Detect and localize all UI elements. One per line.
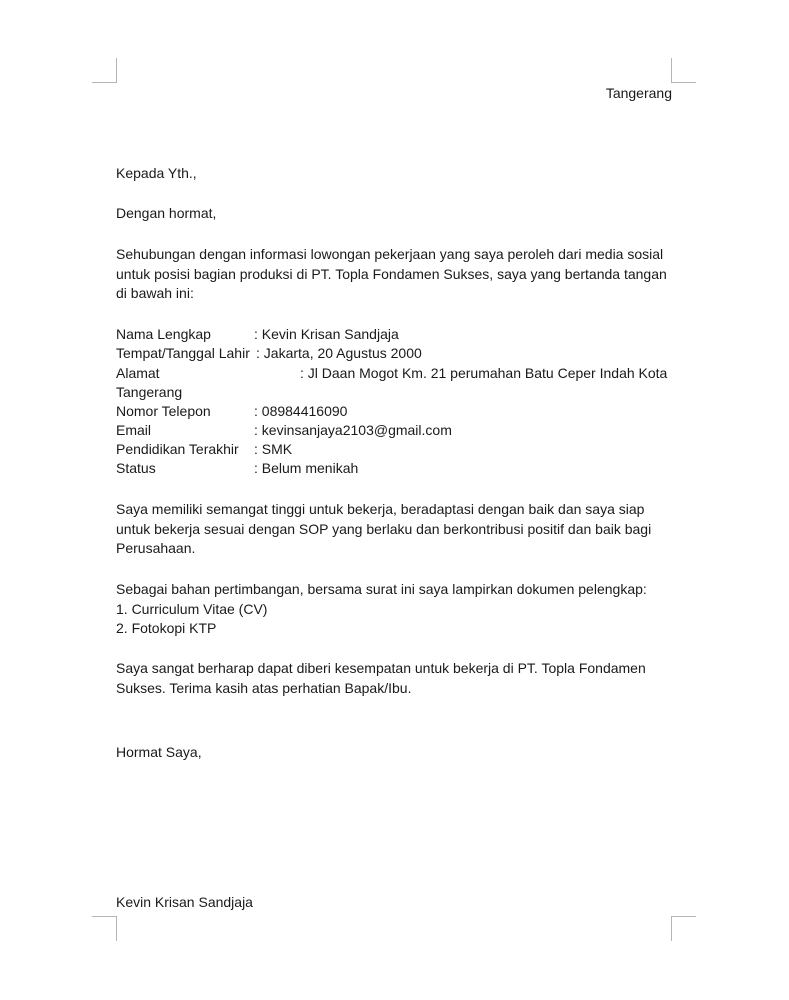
motivation-line: Saya memiliki semangat tinggi untuk bekerja, beradaptasi dengan baik dan saya siap (116, 501, 645, 517)
closing-paragraph (116, 659, 676, 698)
corner-mark-bottom-right (671, 916, 696, 941)
detail-value-birth: : Jakarta, 20 Agustus 2000 (256, 345, 422, 361)
letter-city: Tangerang (605, 85, 672, 101)
detail-label-education: Pendidikan Terakhir (116, 441, 239, 457)
motivation-line: untuk bekerja sesuai dengan SOP yang berlaku dan berkontribusi positif dan baik bagi (116, 520, 652, 537)
intro-line: Sehubungan dengan informasi lowongan pekerjaan yang saya peroleh dari media sosial (116, 246, 664, 262)
detail-value-phone: : 08984416090 (254, 403, 348, 419)
intro-line: untuk posisi bagian produksi di PT. Topla Fondamen Sukses, saya yang bertanda tangan (116, 265, 667, 282)
detail-label-birth: Tempat/Tanggal Lahir (116, 345, 250, 361)
closing-line: Sukses. Terima kasih atas perhatian Bapak/Ibu. (116, 679, 412, 696)
detail-value-education: : SMK (254, 441, 293, 457)
detail-value-name: : Kevin Krisan Sandjaja (254, 326, 399, 342)
attachment-item: 2. Fotokopi KTP (116, 620, 217, 636)
intro-paragraph (116, 245, 676, 304)
attachments-intro: Sebagai bahan pertimbangan, bersama surat ini saya lampirkan dokumen pelengkap: (116, 581, 647, 597)
detail-value-email: : kevinsanjaya2103@gmail.com (254, 422, 452, 438)
corner-mark-top-left (92, 58, 117, 83)
detail-label-name: Nama Lengkap (116, 326, 211, 342)
signature-name: Kevin Krisan Sandjaja (116, 894, 253, 910)
signoff: Hormat Saya, (116, 744, 202, 760)
detail-value-status: : Belum menikah (254, 460, 359, 476)
detail-label-phone: Nomor Telepon (116, 403, 211, 419)
attachment-item: 1. Curriculum Vitae (CV) (116, 600, 268, 617)
attachments-section (116, 580, 676, 639)
intro-line: di bawah ini: (116, 285, 194, 301)
greeting: Dengan hormat, (116, 205, 217, 221)
detail-label-address: Alamat (116, 365, 160, 381)
corner-mark-top-right (671, 58, 696, 83)
detail-value-address: : Jl Daan Mogot Km. 21 perumahan Batu Ceper Indah Kota (300, 365, 668, 381)
motivation-line: Perusahaan. (116, 540, 196, 556)
motivation-paragraph (116, 500, 676, 559)
corner-mark-bottom-left (92, 916, 117, 941)
salutation: Kepada Yth., (116, 165, 197, 181)
closing-line: Saya sangat berharap dapat diberi kesempatan untuk bekerja di PT. Topla Fondamen (116, 660, 646, 676)
detail-label-email: Email (116, 422, 152, 438)
detail-label-status: Status (116, 460, 156, 476)
detail-value-address-cont: Tangerang (116, 384, 183, 400)
